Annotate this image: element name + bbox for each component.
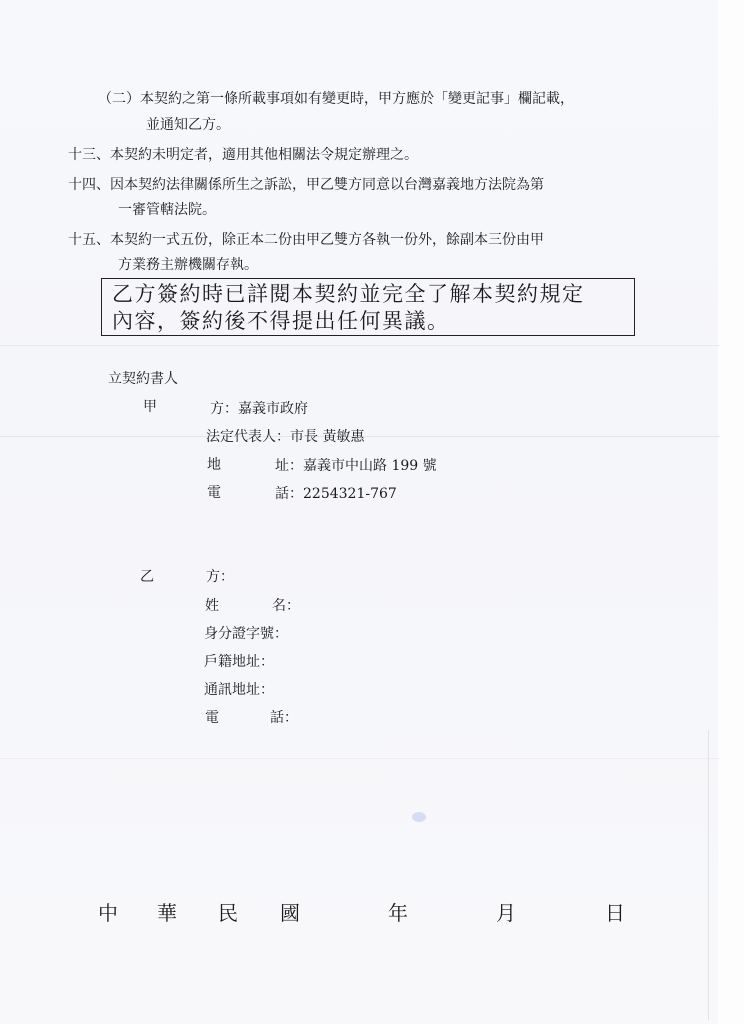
clause-14-line2: 一審管轄法院。	[118, 202, 216, 218]
date-char: 華	[157, 901, 177, 925]
clause-12-2-line1: （二）本契約之第一條所載事項如有變更時，甲方應於「變更記事」欄記載，	[98, 91, 574, 107]
ink-spot	[412, 812, 426, 822]
party-b-household-address-field: 戶籍地址：	[204, 654, 274, 670]
party-b-name-field: 名：	[272, 598, 300, 614]
party-a-phone-label: 電	[207, 485, 221, 501]
party-b-field: 方：	[206, 569, 234, 585]
clause-14-line1: 十四、因本契約法律關係所生之訴訟，甲乙雙方同意以台灣嘉義地方法院為第	[68, 177, 544, 193]
fold-line	[0, 758, 720, 759]
party-a-phone: 話：2254321-767	[275, 486, 397, 502]
clause-15-line1: 十五、本契約一式五份，除正本二份由甲乙雙方各執一份外，餘副本三份由甲	[68, 232, 544, 248]
party-a-name: 方：嘉義市政府	[210, 401, 308, 417]
signatories-heading: 立契約書人	[108, 371, 178, 387]
party-b-label: 乙	[140, 569, 154, 585]
scan-edge	[718, 0, 744, 1024]
party-a-label: 甲	[143, 399, 157, 415]
acknowledgement-box	[101, 278, 635, 336]
party-a-address-label: 地	[207, 457, 221, 473]
acknowledgement-line2: 內容，簽約後不得提出任何異議。	[112, 309, 450, 333]
party-a-address: 址：嘉義市中山路 199 號	[275, 458, 437, 474]
date-year: 年	[388, 901, 408, 925]
clause-13: 十三、本契約未明定者，適用其他相關法令規定辦理之。	[68, 147, 418, 163]
date-day: 日	[605, 901, 625, 925]
party-b-mailing-address-field: 通訊地址：	[204, 682, 274, 698]
clause-12-2-line2: 並通知乙方。	[146, 117, 230, 133]
date-month: 月	[496, 901, 516, 925]
party-b-phone-label: 電	[205, 710, 219, 726]
party-b-name-label: 姓	[205, 598, 219, 614]
date-char: 國	[280, 901, 300, 925]
fold-line	[708, 730, 709, 1020]
acknowledgement-line1: 乙方簽約時已詳閱本契約並完全了解本契約規定	[112, 282, 585, 306]
date-char: 民	[218, 901, 238, 925]
party-a-representative: 法定代表人：市長 黃敏惠	[206, 429, 365, 445]
party-b-id-field: 身分證字號：	[204, 626, 288, 642]
date-char: 中	[98, 901, 118, 925]
fold-line	[0, 345, 720, 346]
clause-15-line2: 方業務主辦機關存執。	[118, 257, 258, 273]
party-b-phone-field: 話：	[270, 710, 298, 726]
